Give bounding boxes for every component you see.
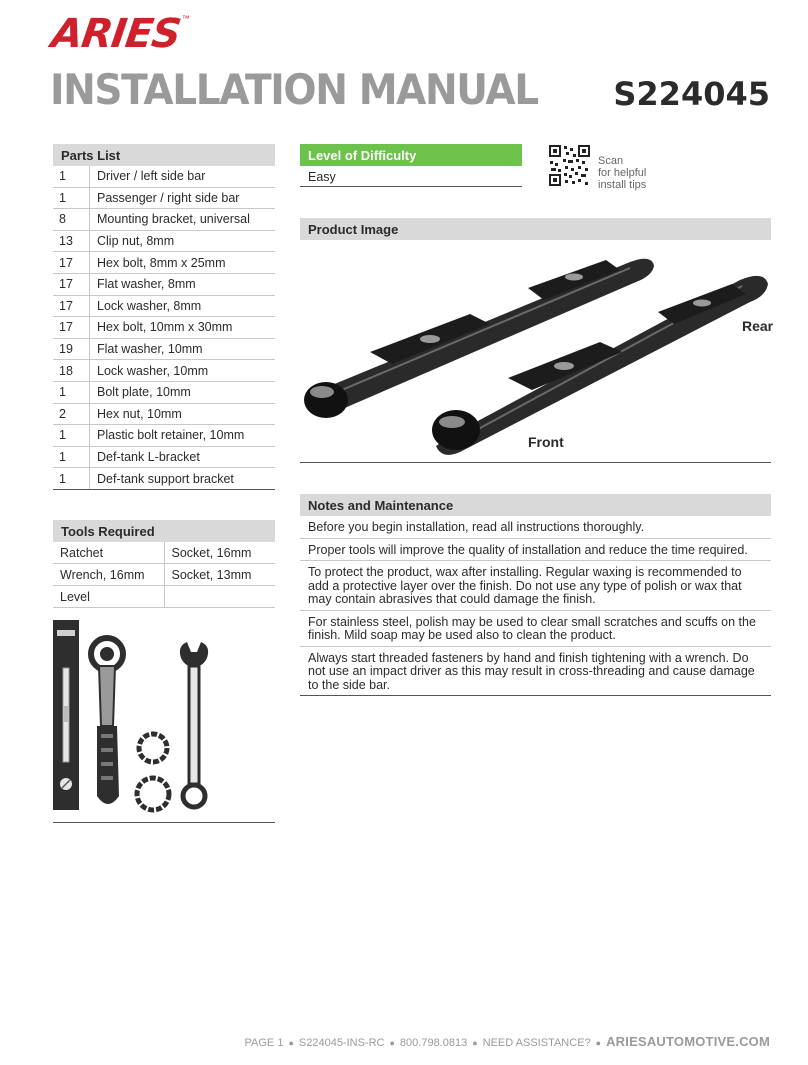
ratchet-icon	[91, 638, 123, 804]
parts-row	[53, 166, 275, 187]
part-quantity: 17	[53, 317, 90, 339]
bullet-icon: ●	[288, 1038, 294, 1048]
difficulty-value: Easy	[300, 166, 522, 187]
parts-row	[53, 230, 275, 252]
part-description: Driver / left side bar	[90, 166, 276, 187]
tools-heading: Tools Required	[53, 520, 275, 542]
rear-label: Rear	[742, 318, 774, 334]
page-number: PAGE 1	[244, 1037, 284, 1049]
part-quantity: 2	[53, 403, 90, 425]
parts-list	[53, 144, 275, 490]
bullet-icon: ●	[389, 1038, 395, 1048]
parts-list-heading: Parts List	[53, 144, 275, 166]
parts-table	[53, 166, 275, 490]
parts-row	[53, 360, 275, 382]
difficulty-heading: Level of Difficulty	[300, 144, 522, 166]
part-quantity: 8	[53, 209, 90, 231]
part-quantity: 17	[53, 295, 90, 317]
socket-icon	[137, 734, 169, 810]
difficulty-section	[300, 144, 522, 187]
qr-caption-line: install tips	[598, 179, 647, 191]
parts-row	[53, 338, 275, 360]
part-quantity: 13	[53, 230, 90, 252]
parts-row	[53, 468, 275, 490]
part-description: Hex bolt, 8mm x 25mm	[90, 252, 276, 274]
parts-row	[53, 295, 275, 317]
part-description: Flat washer, 10mm	[90, 338, 276, 360]
bullet-icon: ●	[595, 1038, 602, 1048]
part-quantity: 18	[53, 360, 90, 382]
part-quantity: 1	[53, 187, 90, 209]
part-description: Flat washer, 8mm	[90, 273, 276, 295]
tool-name	[164, 586, 275, 608]
tool-name: Level	[53, 586, 164, 608]
part-description: Plastic bolt retainer, 10mm	[90, 425, 276, 447]
qr-code-icon[interactable]	[548, 144, 591, 187]
part-description: Mounting bracket, universal	[90, 209, 276, 231]
wrench-icon	[180, 642, 208, 807]
front-label: Front	[528, 434, 564, 450]
part-description: Lock washer, 10mm	[90, 360, 276, 382]
tool-name: Ratchet	[53, 542, 164, 564]
parts-row	[53, 317, 275, 339]
tool-name: Socket, 13mm	[164, 564, 275, 586]
part-description: Def-tank L-bracket	[90, 446, 276, 468]
part-number: S224045	[613, 75, 770, 113]
parts-row	[53, 425, 275, 447]
notes-heading: Notes and Maintenance	[300, 494, 771, 516]
parts-row	[53, 403, 275, 425]
front-side-bar	[432, 276, 768, 455]
parts-row	[53, 273, 275, 295]
qr-caption	[598, 155, 646, 191]
product-image-section	[300, 218, 771, 240]
rear-side-bar	[304, 259, 654, 418]
qr-caption-line: for helpful	[598, 167, 647, 179]
part-quantity: 17	[53, 273, 90, 295]
qr-caption-line: Scan	[598, 155, 624, 167]
bullet-icon: ●	[472, 1038, 478, 1048]
tools-required	[53, 520, 275, 608]
part-description: Clip nut, 8mm	[90, 230, 276, 252]
part-description: Hex nut, 10mm	[90, 403, 276, 425]
tools-row	[53, 586, 275, 608]
part-quantity: 1	[53, 381, 90, 403]
product-image	[300, 240, 774, 463]
part-quantity: 1	[53, 166, 90, 187]
part-quantity: 17	[53, 252, 90, 274]
tool-name: Socket, 16mm	[164, 542, 275, 564]
tools-table	[53, 542, 275, 608]
parts-row	[53, 209, 275, 231]
parts-row	[53, 252, 275, 274]
parts-row	[53, 187, 275, 209]
part-description: Hex bolt, 10mm x 30mm	[90, 317, 276, 339]
note-item: To protect the product, wax after installing. Regular waxing is recommended to add a protective layer over the finish. Do not use any type of polish or wax that may contain abrasives that could damage the finish.	[300, 561, 771, 611]
notes-section	[300, 494, 771, 696]
tools-row	[53, 564, 275, 586]
assistance-text: NEED ASSISTANCE?	[482, 1037, 591, 1049]
parts-row	[53, 381, 275, 403]
parts-row	[53, 446, 275, 468]
part-description: Def-tank support bracket	[90, 468, 276, 490]
aries-logo	[48, 11, 262, 57]
website-link[interactable]: ARIESAUTOMOTIVE.COM	[606, 1034, 770, 1049]
page-footer	[245, 1034, 770, 1049]
product-image-heading: Product Image	[300, 218, 771, 240]
part-description: Lock washer, 8mm	[90, 295, 276, 317]
part-quantity: 1	[53, 425, 90, 447]
note-item: For stainless steel, polish may be used to clear small scratches and scuffs on the finish. Mild soap may be used also to clean the product.	[300, 611, 771, 647]
note-item: Always start threaded fasteners by hand and finish tightening with a wrench. Do not use an impact driver as this may result in cross-threading and cause damage to the side bar.	[300, 647, 771, 697]
logo-wordmark: ARIES	[48, 11, 184, 57]
part-quantity: 19	[53, 338, 90, 360]
part-quantity: 1	[53, 446, 90, 468]
note-item: Proper tools will improve the quality of installation and reduce the time required.	[300, 539, 771, 562]
phone-number: 800.798.0813	[399, 1037, 468, 1049]
tools-illustration	[53, 616, 275, 823]
doc-code: S224045-INS-RC	[298, 1037, 385, 1049]
part-quantity: 1	[53, 468, 90, 490]
tool-name: Wrench, 16mm	[53, 564, 164, 586]
tools-row	[53, 542, 275, 564]
part-description: Passenger / right side bar	[90, 187, 276, 209]
level-icon	[53, 620, 79, 810]
trademark-mark: ™	[181, 14, 190, 23]
part-description: Bolt plate, 10mm	[90, 381, 276, 403]
page-title: INSTALLATION MANUAL	[50, 65, 538, 114]
note-item: Before you begin installation, read all instructions thoroughly.	[300, 516, 771, 539]
